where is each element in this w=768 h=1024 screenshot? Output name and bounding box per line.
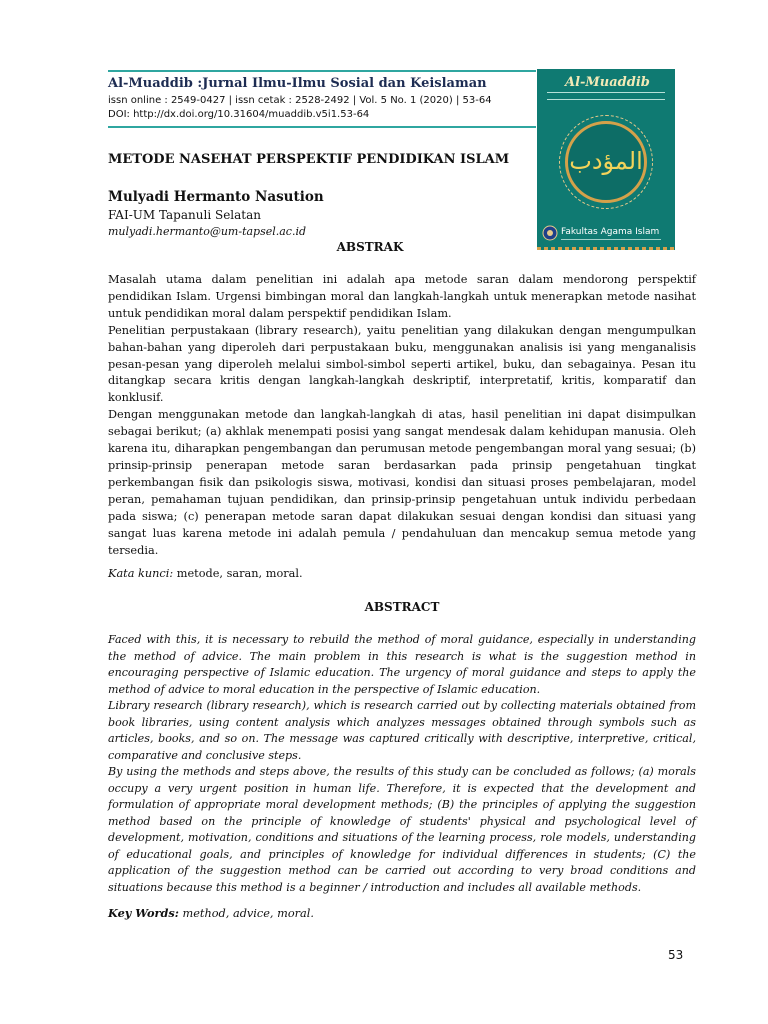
abstrak-keywords [108,567,303,580]
author-name: Mulyadi Hermanto Nasution [108,189,324,205]
abstract-body [108,632,696,896]
journal-doi: DOI: http://dx.doi.org/10.31604/muaddib.v5i1.53-64 [108,109,370,120]
cover-subtitle-lines [547,92,665,100]
header-rule-top [108,70,536,72]
journal-title: Al-Muaddib :Jurnal Ilmu-Ilmu Sosial dan Keislaman [108,76,487,91]
abstrak-paragraph: Masalah utama dalam penelitian ini adalah apa metode saran dalam mendorong perspektif pendidikan Islam. Urgensi bimbingan moral dan langkah-langkah untuk menerapkan metode nasihat untuk pendidikan moral dalam perspektif pendidikan Islam. [108,273,696,320]
article-title: METODE NASEHAT PERSPEKTIF PENDIDIKAN ISLAM [108,152,510,167]
abstrak-heading: ABSTRAK [336,240,404,254]
abstrak-paragraph: Penelitian perpustakaan (library research), yaitu penelitian yang dilakukan dengan mengumpulkan bahan-bahan yang diperoleh dari perpustakaan buku, menggunakan analisis isi yang menganalisis pesan-pesan yang diperoleh melalui simbol-simbol seperti artikel, buku, dan sebagainya. Pesan itu ditangkap secara kritis dengan langkah-langkah deskriptif, interpretatif, kritis, komparatif dan konklusif. [108,323,696,405]
abstract-paragraph: By using the methods and steps above, the results of this study can be concluded as follows; (a) morals occupy a very urgent position in human life. Therefore, it is expected that the development and formulation of appropriate moral development methods; (B) the principles of applying the suggestion method based on the principle of knowledge of students' physical and psychological level of development, motivation, conditions and situations of the learning process, role models, understanding of educational goals, and principles of knowledge for individual differences in students; (C) the application of the suggestion method can be carried out according to very broad conditions and situations because this method is a beginner / introduction and includes all available methods. [108,765,696,894]
journal-cover-image [537,69,675,250]
keywords-label: Key Words: [108,906,179,920]
page-number: 53 [668,948,684,962]
abstrak-paragraph: Dengan menggunakan metode dan langkah-langkah di atas, hasil penelitian ini dapat disimpulkan sebagai berikut; (a) akhlak menempati posisi yang sangat mendesak dalam kehidupan manusia. Oleh karena itu, diharapkan pengembangan dan perumusan metode pengembangan moral yang sesuai; (b) prinsip-prinsip penerapan metode saran berdasarkan pada prinsip pengetahuan tingkat perkembangan fisik dan psikologis siswa, motivasi, kondisi dan situasi proses pembelajaran, model peran, pemahaman tujuan pendidikan, dan prinsip-prinsip pengetahuan untuk individu perbedaan pada siswa; (c) penerapan metode saran dapat dilakukan sesuai dengan kondisi dan situasi yang sangat luas karena metode ini adalah pemula / pendahuluan dan mencakup semua metode yang tersedia. [108,408,696,557]
cover-faculty-lines [561,239,661,245]
cover-faculty: Fakultas Agama Islam [561,227,660,237]
cover-arabic-title: المؤدب [569,147,643,175]
cover-brand: Al-Muaddib [565,75,650,90]
abstract-paragraph: Library research (library research), which is research carried out by collecting materials obtained from book libraries, using content analysis which analyzes messages obtained through symbols such as articles, books, and so on. The message was captured critically with descriptive, interpretive, critical, comparative and conclusive steps. [108,699,696,762]
journal-issn: issn online : 2549-0427 | issn cetak : 2528-2492 | Vol. 5 No. 1 (2020) | 53-64 [108,95,492,106]
author-email[interactable]: mulyadi.hermanto@um-tapsel.ac.id [108,225,307,238]
abstract-keywords [108,906,314,920]
header-rule-bottom [108,126,536,128]
abstract-heading: ABSTRACT [364,600,440,614]
keywords-text: method, advice, moral. [178,907,314,920]
author-affiliation: FAI-UM Tapanuli Selatan [108,208,261,222]
university-emblem-icon [542,225,558,241]
abstrak-body [108,272,696,559]
keywords-label: Kata kunci: [108,567,174,580]
abstract-paragraph: Faced with this, it is necessary to rebuild the method of moral guidance, especially in understanding the method of advice. The main problem in this research is what is the suggestion method in encouraging perspective of Islamic education. The urgency of moral guidance and steps to apply the method of advice to moral education in the perspective of Islamic education. [108,633,696,696]
keywords-text: metode, saran, moral. [173,567,303,580]
